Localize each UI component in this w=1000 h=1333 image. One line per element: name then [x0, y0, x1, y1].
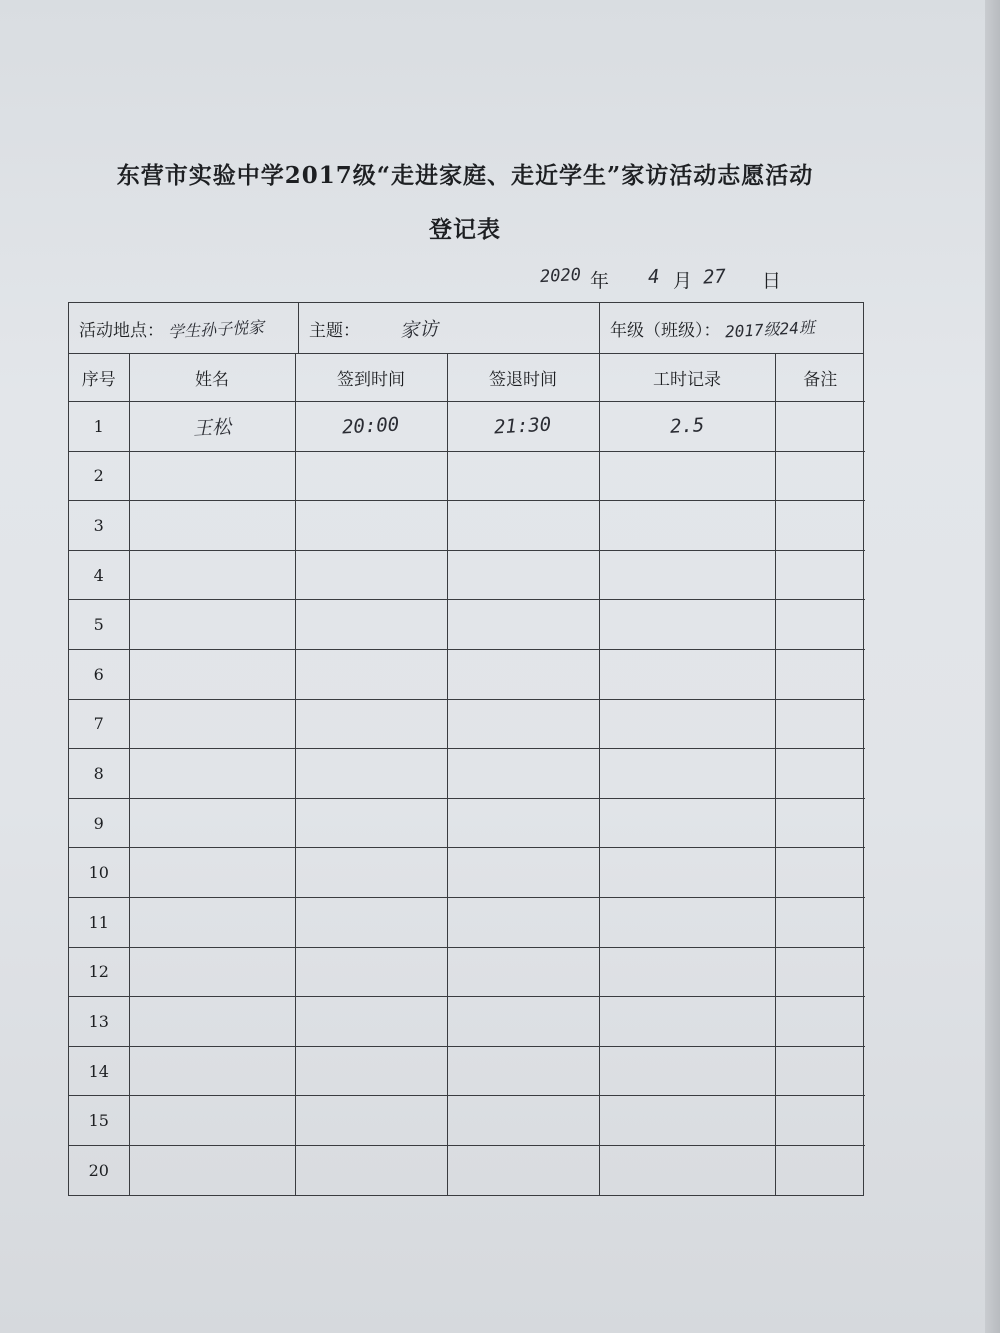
row-number: 1	[93, 416, 104, 436]
date-day-unit: 日	[762, 270, 782, 292]
table-row	[69, 699, 865, 749]
row-number: 15	[88, 1111, 109, 1131]
theme-cell	[298, 303, 599, 353]
row-name-cell	[129, 848, 295, 898]
row-hours: 2.5	[669, 414, 705, 439]
volunteer-log-table	[69, 354, 865, 1195]
row-number: 2	[93, 466, 104, 486]
row-note-cell	[775, 600, 865, 650]
theme-label: 主题：	[309, 320, 360, 341]
table-row	[69, 798, 865, 848]
header-remarks: 备注	[775, 354, 865, 402]
form-subtitle: 登记表	[429, 216, 501, 243]
row-name-cell	[129, 402, 295, 452]
row-number-cell	[69, 699, 129, 749]
table-row	[69, 649, 865, 699]
row-note-cell	[775, 749, 865, 799]
row-name-cell	[129, 997, 295, 1047]
row-checkin-time-cell	[295, 1046, 447, 1096]
row-name-cell	[129, 1046, 295, 1096]
row-hours-cell	[599, 1096, 775, 1146]
table-row	[69, 600, 865, 650]
row-checkout-time-cell	[447, 848, 599, 898]
row-number-cell	[69, 1145, 129, 1194]
row-number: 9	[93, 813, 104, 833]
row-checkout-time-cell	[447, 749, 599, 799]
row-number: 8	[93, 763, 104, 783]
row-checkout-time: 21:30	[493, 413, 553, 439]
table-row	[69, 550, 865, 600]
row-checkout-time-cell	[447, 402, 599, 452]
date-line	[530, 262, 830, 294]
location-label: 活动地点：	[79, 320, 164, 341]
row-checkin-time-cell	[295, 550, 447, 600]
row-name: 王松	[192, 415, 232, 440]
grade-label: 年级（班级）：	[610, 320, 721, 341]
table-row	[69, 451, 865, 501]
row-number: 5	[93, 615, 104, 635]
row-number: 12	[88, 962, 109, 982]
row-name-cell	[129, 1096, 295, 1146]
row-note-cell	[775, 1096, 865, 1146]
row-checkin-time-cell	[295, 402, 447, 452]
row-hours-cell	[599, 550, 775, 600]
row-checkout-time-cell	[447, 997, 599, 1047]
row-name-cell	[129, 550, 295, 600]
table-row	[69, 402, 865, 452]
row-number: 13	[88, 1011, 109, 1031]
row-note-cell	[775, 947, 865, 997]
registration-sheet	[68, 302, 864, 1196]
row-name-cell	[129, 699, 295, 749]
table-header-row	[69, 354, 865, 402]
row-checkin-time-cell	[295, 501, 447, 551]
row-note-cell	[775, 550, 865, 600]
table-row	[69, 848, 865, 898]
row-note-cell	[775, 1145, 865, 1194]
theme-value: 家访	[399, 317, 439, 342]
row-number-cell	[69, 947, 129, 997]
row-number-cell	[69, 798, 129, 848]
row-hours-cell	[599, 402, 775, 452]
row-number-cell	[69, 997, 129, 1047]
row-checkout-time-cell	[447, 897, 599, 947]
row-hours-cell	[599, 600, 775, 650]
row-hours-cell	[599, 699, 775, 749]
header-number: 序号	[69, 354, 129, 402]
row-checkout-time-cell	[447, 947, 599, 997]
row-number-cell	[69, 451, 129, 501]
row-checkin-time-cell	[295, 997, 447, 1047]
table-row	[69, 947, 865, 997]
row-checkout-time-cell	[447, 649, 599, 699]
row-checkout-time-cell	[447, 600, 599, 650]
row-hours-cell	[599, 1046, 775, 1096]
grade-cell	[599, 303, 863, 353]
table-row	[69, 897, 865, 947]
row-hours-cell	[599, 649, 775, 699]
row-number-cell	[69, 402, 129, 452]
row-name-cell	[129, 649, 295, 699]
table-row	[69, 749, 865, 799]
row-note-cell	[775, 897, 865, 947]
row-note-cell	[775, 649, 865, 699]
form-title: 东营市实验中学2017级“走进家庭、走近学生”家访活动志愿活动	[116, 162, 814, 189]
row-number-cell	[69, 1096, 129, 1146]
row-note-cell	[775, 699, 865, 749]
row-checkout-time-cell	[447, 451, 599, 501]
header-checkout-time: 签退时间	[447, 354, 599, 402]
row-checkout-time-cell	[447, 1046, 599, 1096]
row-checkin-time-cell	[295, 749, 447, 799]
row-name-cell	[129, 501, 295, 551]
row-checkout-time-cell	[447, 798, 599, 848]
row-hours-cell	[599, 798, 775, 848]
row-number: 3	[93, 515, 104, 535]
row-number-cell	[69, 897, 129, 947]
table-body	[69, 402, 865, 1195]
header-checkin-time: 签到时间	[295, 354, 447, 402]
row-number-cell	[69, 749, 129, 799]
row-number: 20	[88, 1160, 109, 1180]
table-row	[69, 1046, 865, 1096]
row-name-cell	[129, 749, 295, 799]
date-year-unit: 年	[590, 270, 610, 292]
date-day-value: 27	[702, 265, 727, 289]
page-edge-shadow	[985, 0, 1000, 1333]
row-note-cell	[775, 848, 865, 898]
row-checkin-time-cell	[295, 1145, 447, 1194]
row-hours-cell	[599, 1145, 775, 1194]
row-name-cell	[129, 947, 295, 997]
row-hours-cell	[599, 501, 775, 551]
row-hours-cell	[599, 947, 775, 997]
row-number-cell	[69, 501, 129, 551]
row-checkout-time-cell	[447, 550, 599, 600]
row-checkin-time-cell	[295, 649, 447, 699]
row-checkin-time-cell	[295, 897, 447, 947]
row-number-cell	[69, 649, 129, 699]
row-note-cell	[775, 1046, 865, 1096]
row-checkin-time-cell	[295, 451, 447, 501]
location-value: 学生孙子悦家	[167, 316, 265, 341]
row-hours-cell	[599, 997, 775, 1047]
row-checkin-time: 20:00	[341, 413, 401, 439]
row-checkin-time-cell	[295, 798, 447, 848]
info-row	[69, 303, 863, 354]
row-number: 11	[88, 912, 109, 932]
row-name-cell	[129, 798, 295, 848]
row-number: 4	[93, 565, 104, 585]
row-note-cell	[775, 501, 865, 551]
row-checkin-time-cell	[295, 947, 447, 997]
row-number: 14	[88, 1061, 109, 1081]
row-checkout-time-cell	[447, 699, 599, 749]
row-number-cell	[69, 550, 129, 600]
table-row	[69, 1096, 865, 1146]
row-checkout-time-cell	[447, 501, 599, 551]
row-note-cell	[775, 451, 865, 501]
grade-value: 2017级24班	[724, 317, 815, 341]
header-name: 姓名	[129, 354, 295, 402]
row-number: 10	[88, 863, 109, 883]
row-hours-cell	[599, 749, 775, 799]
row-checkin-time-cell	[295, 699, 447, 749]
row-number: 6	[93, 664, 104, 684]
row-number-cell	[69, 600, 129, 650]
row-hours-cell	[599, 451, 775, 501]
row-hours-cell	[599, 848, 775, 898]
row-number-cell	[69, 848, 129, 898]
row-checkin-time-cell	[295, 600, 447, 650]
table-row	[69, 1145, 865, 1194]
row-checkout-time-cell	[447, 1145, 599, 1194]
row-checkin-time-cell	[295, 848, 447, 898]
header-hours-record: 工时记录	[599, 354, 775, 402]
row-number-cell	[69, 1046, 129, 1096]
row-name-cell	[129, 600, 295, 650]
date-month-unit: 月	[673, 270, 693, 292]
row-hours-cell	[599, 897, 775, 947]
row-number: 7	[93, 714, 104, 734]
table-row	[69, 501, 865, 551]
row-note-cell	[775, 402, 865, 452]
table-row	[69, 997, 865, 1047]
row-name-cell	[129, 1145, 295, 1194]
row-checkout-time-cell	[447, 1096, 599, 1146]
date-month-value: 4	[647, 265, 661, 289]
row-checkin-time-cell	[295, 1096, 447, 1146]
row-note-cell	[775, 997, 865, 1047]
row-name-cell	[129, 451, 295, 501]
row-name-cell	[129, 897, 295, 947]
row-note-cell	[775, 798, 865, 848]
location-cell	[69, 303, 298, 353]
date-year-value: 2020	[539, 264, 582, 288]
